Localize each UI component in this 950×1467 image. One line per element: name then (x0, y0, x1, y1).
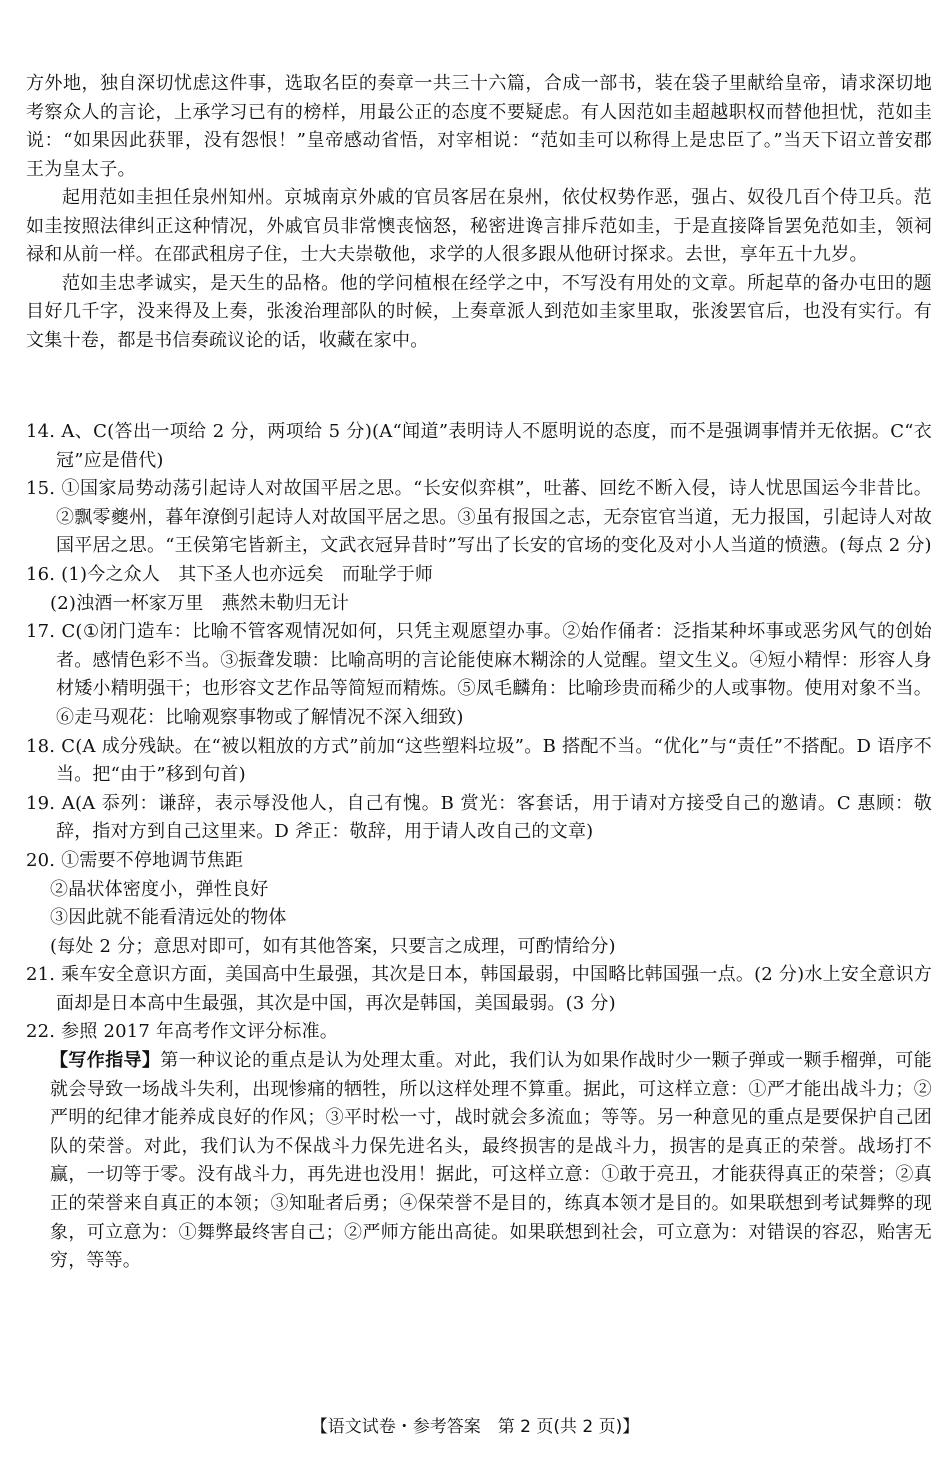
answer-17: 17. C(①闭门造车：比喻不管客观情况如何，只凭主观愿望办事。②始作俑者：泛指某种坏事或恶劣风气的创始者。感情色彩不当。③振聋发聩：比喻高明的言论能使麻木糊涂的人觉醒。望文生义。④短小精悍：形容人身材矮小精明强干；也形容文艺作品等简短而精炼。⑤凤毛麟角：比喻珍贵而稀少的人或事物。使用对象不当。⑥走马观花：比喻观察事物或了解情况不深入细致) (26, 621, 932, 728)
answer-20-1: 20. ①需要不停地调节焦距 (26, 849, 244, 871)
answer-19: 19. A(A 忝列：谦辞，表示辱没他人，自己有愧。B 赏光：客套话，用于请对方接受自己的邀请。C 惠顾：敬辞，指对方到自己这里来。D 斧正：敬辞，用于请人改自己的文章) (26, 792, 932, 843)
answer-18: 18. C(A 成分残缺。在“被以粗放的方式”前加“这些塑料垃圾”。B 搭配不当。“优化”与“责任”不搭配。D 语序不当。把“由于”移到句首) (26, 735, 932, 786)
answer-20-3: ③因此就不能看清远处的物体 (50, 907, 287, 929)
passage-paragraph: 起用范如圭担任泉州知州。京城南京外戚的官员客居在泉州，依仗权势作恶，强占、奴役几百个侍卫兵。范如圭按照法律纠正这种情况，外戚官员非常懊丧恼怒，秘密进谗言排斥范如圭，于是直接降旨罢免范如圭，领祠禄和从前一样。在邵武租房子住，士大夫崇敬他，求学的人很多跟从他研讨探求。去世，享年五十九岁。 (26, 187, 932, 265)
writing-guide-tag: 【写作指导】 (50, 1050, 161, 1072)
writing-guide-text: 第一种议论的重点是认为处理太重。对此，我们认为如果作战时少一颗子弹或一颗手榴弹，可能就会导致一场战斗失利，出现惨痛的牺牲，所以这样处理不算重。据此，可这样立意：①严才能出战斗力；②严明的纪律才能养成良好的作风；③平时松一寸，战时就会多流血；等等。另一种意见的重点是要保护自己团队的荣誉。对此，我们认为不保战斗力保先进名头，最终损害的是战斗力，损害的是真正的荣誉。战场打不赢，一切等于零。没有战斗力，再先进也没用！据此，可这样立意：①敢于亮丑，才能获得真正的荣誉；②真正的荣誉来自真正的本领；③知耻者后勇；④保荣誉不是目的，练真本领才是目的。如果联想到考试舞弊的现象，可立意为：①舞弊最终害自己；②严师方能出高徒。如果联想到社会，可立意为：对错误的容忍，贻害无穷，等等。 (50, 1050, 932, 1272)
translation-passage (26, 70, 932, 355)
writing-guide (26, 1047, 932, 1276)
answer-list (26, 418, 932, 1276)
passage-paragraph: 方外地，独自深切忧虑这件事，选取名臣的奏章一共三十六篇，合成一部书，装在袋子里献给皇帝，请求深切地考察众人的言论，上承学习已有的榜样，用最公正的态度不要疑虑。有人因范如圭超越职权而替他担忧，范如圭说：“如果因此获罪，没有怨恨！”皇帝感动省悟，对宰相说：“范如圭可以称得上是忠臣了。”当天下诏立普安郡王为皇太子。 (26, 73, 932, 180)
answer-20-2: ②晶状体密度小，弹性良好 (50, 878, 269, 900)
answer-14: 14. A、C(答出一项给 2 分，两项给 5 分)(A“闻道”表明诗人不愿明说的态度，而不是强调事情并无依据。C“衣冠”应是借代) (26, 421, 932, 471)
answer-22: 22. 参照 2017 年高考作文评分标准。 (26, 1021, 338, 1043)
answer-16-1: 16. (1)今之众人 其下圣人也亦远矣 而耻学于师 (26, 563, 434, 585)
answer-20-note: (每处 2 分；意思对即可，如有其他答案，只要言之成理，可酌情给分) (50, 935, 616, 957)
answer-21: 21. 乘车安全意识方面，美国高中生最强，其次是日本，韩国最弱，中国略比韩国强一点。(2 分)水上安全意识方面却是日本高中生最强，其次是中国，再次是韩国，美国最弱。(3 分) (26, 964, 932, 1014)
passage-paragraph: 范如圭忠孝诚实，是天生的品格。他的学问植根在经学之中，不写没有用处的文章。所起草的备办屯田的题目好几千字，没来得及上奏，张浚治理部队的时候，上奏章派人到范如圭家里取，张浚罢官后，也没有实行。有文集十卷，都是书信奏疏议论的话，收藏在家中。 (26, 272, 932, 351)
answer-15: 15. ①国家局势动荡引起诗人对故国平居之思。“长安似弈棋”，吐蕃、回纥不断入侵，诗人忧思国运今非昔比。②飘零夔州，暮年潦倒引起诗人对故国平居之思。③虽有报国之志，无奈宦官当道，无力报国，引起诗人对故国平居之思。“王侯第宅皆新主，文武衣冠异昔时”写出了长安的官场的变化及对小人当道的愤懑。(每点 2 分) (26, 478, 932, 557)
answer-16-2: (2)浊酒一杯家万里 燕然未勒归无计 (50, 592, 350, 614)
page-footer: 【语文试卷・参考答案 第 2 页(共 2 页)】 (310, 1417, 640, 1437)
